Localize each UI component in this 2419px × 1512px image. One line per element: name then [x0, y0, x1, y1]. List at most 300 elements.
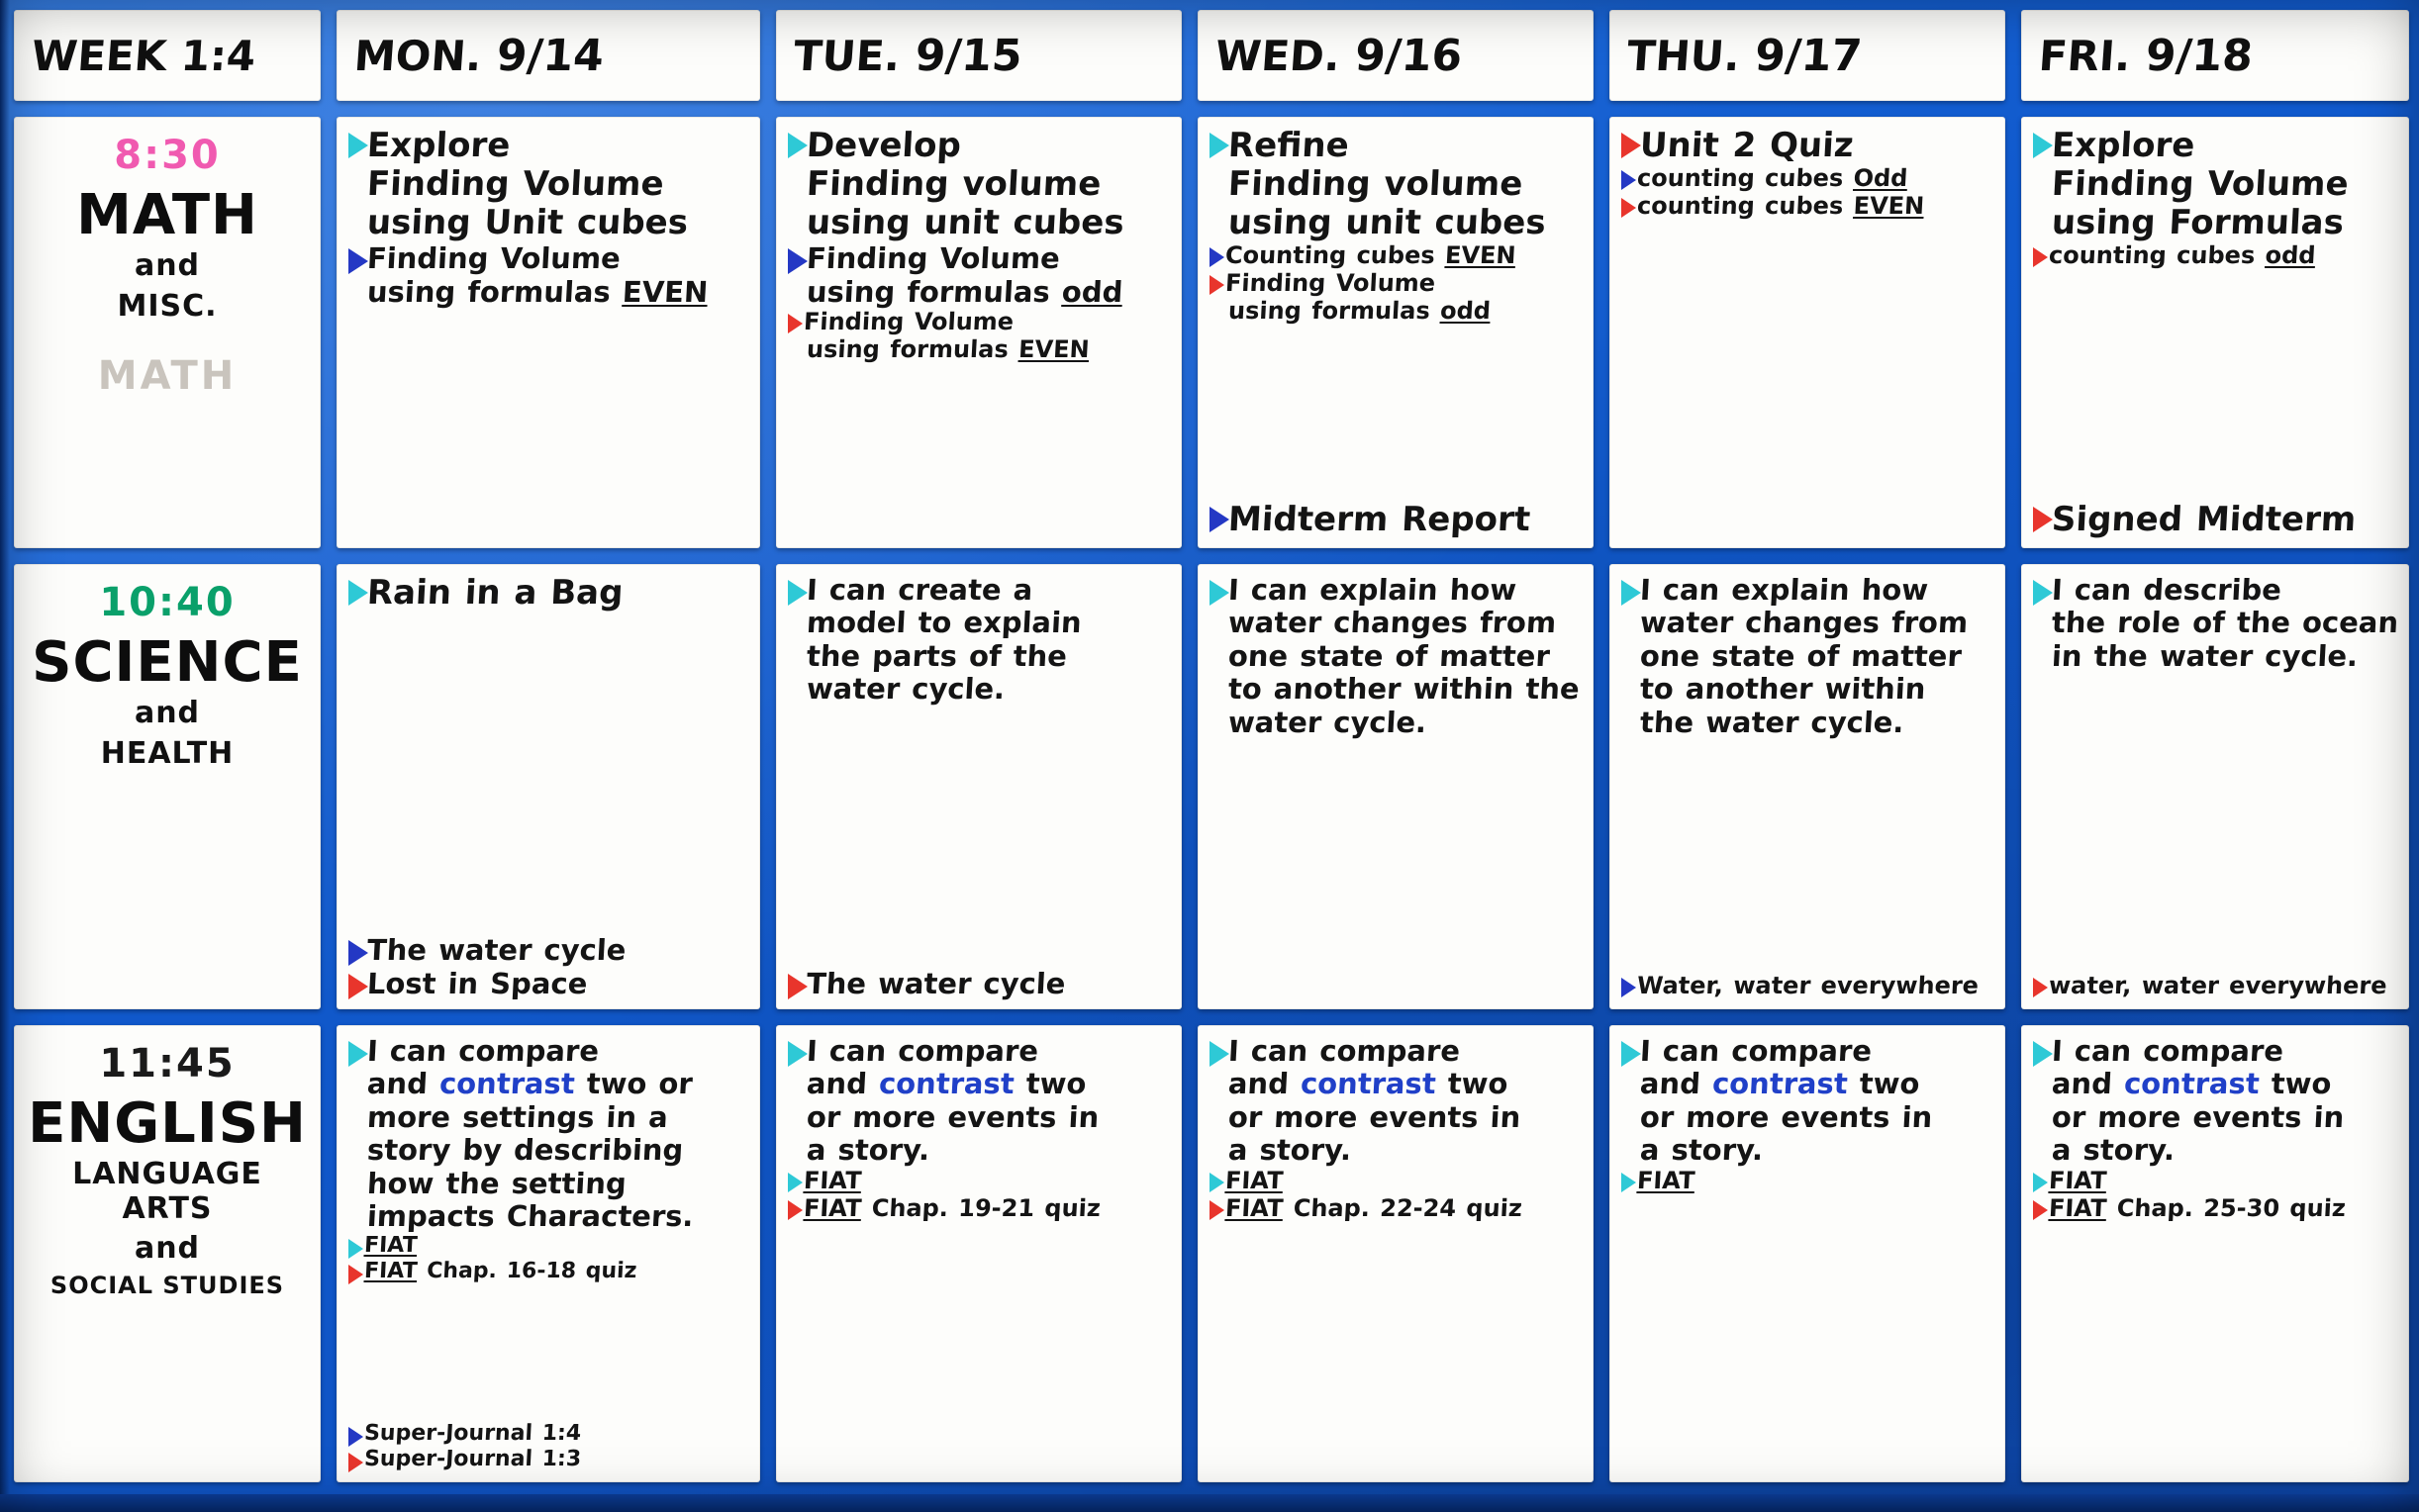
- lesson-line-text: a story.: [2051, 1133, 2177, 1168]
- flag-bullet-red-icon: [348, 1265, 358, 1284]
- lesson-line: [1621, 707, 1995, 738]
- lesson-line-text: I can create a: [806, 573, 1034, 607]
- lesson-line-text: Develop: [805, 126, 962, 165]
- lesson-cell: [1609, 1025, 2005, 1482]
- flag-bullet-red-icon: [788, 1200, 798, 1220]
- lesson-content: [776, 564, 1182, 1009]
- lesson-objectives: [2033, 1035, 2399, 1222]
- lesson-content: [1198, 117, 1594, 548]
- lesson-line: [348, 1200, 750, 1232]
- lesson-line-text: using formulas odd: [1227, 296, 1492, 325]
- lesson-objectives: [1621, 127, 1995, 220]
- flag-bullet-teal-icon: [348, 1239, 358, 1259]
- lesson-line-text: Finding Volume: [1224, 269, 1436, 298]
- lesson-line: [788, 1134, 1172, 1166]
- lesson-line: [788, 127, 1172, 164]
- lesson-spacer: [1621, 220, 1995, 538]
- lesson-content: [337, 117, 760, 548]
- lesson-line-text: Super-Journal 1:4: [363, 1421, 582, 1446]
- day-header-text: TUE. 9/15: [792, 30, 1024, 81]
- lesson-line-text: I can explain how: [1227, 573, 1517, 607]
- subject-cell-english: [14, 1025, 321, 1482]
- lesson-line-text: and contrast two or: [366, 1067, 694, 1101]
- flag-bullet-teal-icon: [2033, 1173, 2043, 1192]
- lesson-objectives: [348, 127, 750, 308]
- lesson-line-text: I can compare: [1227, 1034, 1461, 1068]
- lesson-line-text: Super-Journal 1:3: [363, 1447, 582, 1471]
- lesson-objectives: [1210, 127, 1584, 330]
- subject-cell-science: [14, 564, 321, 1009]
- flag-bullet-teal-icon: [788, 133, 801, 158]
- lesson-line: [788, 165, 1172, 203]
- lesson-line-text: Lost in Space: [366, 966, 589, 1000]
- flag-bullet-red-icon: [2033, 247, 2043, 267]
- lesson-spacer: [788, 1222, 1172, 1472]
- lesson-line-text: using Unit cubes: [365, 203, 690, 243]
- lesson-line: [348, 1234, 750, 1259]
- lesson-line-text: I can compare: [1639, 1034, 1873, 1068]
- lesson-line: [348, 1168, 750, 1199]
- lesson-line-text: water cycle.: [1227, 705, 1428, 739]
- lesson-line-text: Finding Volume: [2050, 164, 2350, 205]
- lesson-line: [348, 1068, 750, 1099]
- lesson-line-text: I can compare: [806, 1034, 1039, 1068]
- lesson-cell: [1198, 117, 1594, 548]
- flag-bullet-red-icon: [348, 974, 361, 999]
- lesson-line: [788, 276, 1172, 308]
- lesson-line-text: and contrast two: [2051, 1067, 2333, 1101]
- lesson-content: [1198, 564, 1594, 1009]
- lesson-spacer: [1210, 738, 1584, 999]
- lesson-line-text: or more events in: [2051, 1099, 2346, 1134]
- lesson-content: [2021, 1025, 2409, 1482]
- lesson-line-text: one state of matter: [1227, 638, 1551, 673]
- subject-title: SCIENCE: [32, 630, 303, 695]
- lesson-cell: [337, 117, 760, 548]
- lesson-content: [776, 117, 1182, 548]
- lesson-line-text: in the water cycle.: [2051, 638, 2360, 673]
- lesson-homework: [2033, 973, 2399, 999]
- week-label-cell: [14, 10, 321, 101]
- flag-bullet-teal-icon: [2033, 133, 2046, 158]
- lesson-line-text: using formulas EVEN: [366, 274, 710, 309]
- flag-bullet-teal-icon: [1621, 1173, 1631, 1192]
- lesson-objectives: [2033, 127, 2399, 269]
- flag-bullet-teal-icon: [348, 1041, 361, 1067]
- lesson-content: [2021, 117, 2409, 548]
- lesson-objectives: [1621, 574, 1995, 738]
- flag-bullet-teal-icon: [1621, 1041, 1634, 1067]
- lesson-line: [2033, 1101, 2399, 1133]
- lesson-line: [788, 1101, 1172, 1133]
- flag-bullet-red-icon: [2033, 1200, 2043, 1220]
- lesson-line: [2033, 1195, 2399, 1222]
- lesson-line: [788, 204, 1172, 241]
- lesson-line-text: one state of matter: [1639, 638, 1963, 673]
- lesson-cell: [2021, 117, 2409, 548]
- subject-title: MATH: [76, 183, 258, 247]
- lesson-line-text: Finding Volume: [365, 164, 665, 205]
- lesson-line-text: Explore: [365, 126, 512, 165]
- lesson-line-text: water, water everywhere: [2048, 972, 2388, 1000]
- subject-time: 10:40: [99, 580, 236, 625]
- lesson-line: [1210, 242, 1584, 269]
- flag-bullet-teal-icon: [788, 580, 801, 606]
- lesson-line-text: FIAT: [803, 1166, 863, 1194]
- board-edge-right: [2405, 0, 2419, 1512]
- lesson-spacer: [1621, 1194, 1995, 1472]
- lesson-line: [1621, 127, 1995, 164]
- flag-bullet-red-icon: [788, 974, 801, 999]
- lesson-line: [1621, 1035, 1995, 1067]
- lesson-line: [1621, 673, 1995, 705]
- lesson-line-text: water changes from: [1639, 606, 1970, 640]
- lesson-spacer: [1210, 1222, 1584, 1472]
- lesson-line-text: I can compare: [2051, 1034, 2284, 1068]
- lesson-line: [788, 968, 1172, 999]
- lesson-line: [348, 968, 750, 999]
- lesson-line-text: counting cubes odd: [2048, 241, 2317, 270]
- lesson-line-text: using Formulas: [2050, 203, 2345, 243]
- subject-subtitle: MISC.: [117, 288, 218, 324]
- lesson-line: [2033, 640, 2399, 672]
- lesson-line: [1621, 193, 1995, 220]
- lesson-line-text: Counting cubes EVEN: [1224, 241, 1517, 270]
- lesson-spacer: [1210, 330, 1584, 501]
- day-header-text: THU. 9/17: [1625, 30, 1864, 81]
- lesson-spacer: [2033, 269, 2399, 501]
- lesson-line: [348, 127, 750, 164]
- lesson-line-text: the water cycle.: [1639, 705, 1905, 739]
- subject-subtitle: and: [134, 248, 201, 283]
- lesson-line: [2033, 1168, 2399, 1194]
- lesson-homework: [1621, 973, 1995, 999]
- lesson-line-text: FIAT Chap. 16-18 quiz: [363, 1258, 638, 1283]
- lesson-line-text: and contrast two: [806, 1067, 1088, 1101]
- flag-bullet-blue-icon: [348, 248, 361, 274]
- lesson-line: [2033, 574, 2399, 606]
- lesson-line: [788, 607, 1172, 638]
- lesson-line: [788, 640, 1172, 672]
- lesson-line: [1621, 574, 1995, 606]
- lesson-line-text: FIAT: [1636, 1166, 1696, 1194]
- lesson-line: [1210, 127, 1584, 164]
- day-header-date: 9/14: [479, 30, 606, 81]
- lesson-line-text: a story.: [1639, 1133, 1765, 1168]
- lesson-line: [348, 1134, 750, 1166]
- lesson-line-text: FIAT: [1224, 1166, 1285, 1194]
- lesson-objectives: [1210, 574, 1584, 738]
- lesson-line-text: The water cycle: [366, 933, 628, 968]
- lesson-line: [2033, 1068, 2399, 1099]
- lesson-line-text: Water, water everywhere: [1636, 972, 1980, 1000]
- flag-bullet-red-icon: [1210, 275, 1219, 295]
- flag-bullet-red-icon: [1621, 133, 1634, 158]
- week-label: WEEK 1:4: [30, 31, 257, 80]
- lesson-homework: [788, 968, 1172, 999]
- day-header-date: 9/17: [1738, 30, 1864, 81]
- lesson-homework: [2033, 501, 2399, 538]
- flag-bullet-teal-icon: [1210, 1173, 1219, 1192]
- subject-subtitle: HEALTH: [100, 735, 235, 771]
- lesson-line-text: Explore: [2050, 126, 2196, 165]
- subject-subtitle: and: [134, 696, 201, 730]
- lesson-line-text: the parts of the: [806, 638, 1068, 673]
- lesson-line-text: water cycle.: [806, 672, 1007, 707]
- lesson-line-text: more settings in a: [366, 1099, 669, 1134]
- lesson-line-text: FIAT Chap. 19-21 quiz: [803, 1193, 1102, 1222]
- flag-bullet-teal-icon: [1621, 580, 1634, 606]
- lesson-cell: [1198, 1025, 1594, 1482]
- lesson-line: [1210, 1195, 1584, 1222]
- flag-bullet-blue-icon: [1210, 247, 1219, 267]
- flag-bullet-teal-icon: [1210, 133, 1222, 158]
- lesson-line-text: I can compare: [366, 1034, 600, 1068]
- lesson-objectives: [2033, 574, 2399, 672]
- lesson-line-text: and contrast two: [1227, 1067, 1509, 1101]
- lesson-line-text: story by describing: [366, 1133, 685, 1168]
- lesson-line: [1621, 607, 1995, 638]
- lesson-line: [1210, 298, 1584, 330]
- lesson-line: [348, 242, 750, 274]
- board-edge-left: [0, 0, 10, 1512]
- lesson-objectives: [1210, 1035, 1584, 1222]
- lesson-line: [1210, 707, 1584, 738]
- lesson-line: [1210, 574, 1584, 606]
- lesson-cell: [337, 1025, 760, 1482]
- lesson-line: [1621, 640, 1995, 672]
- lesson-line: [348, 1101, 750, 1133]
- lesson-line: [1210, 1035, 1584, 1067]
- lesson-line-text: to another within: [1639, 672, 1927, 707]
- lesson-line: [1621, 165, 1995, 192]
- lesson-content: [1609, 117, 2005, 548]
- lesson-line: [2033, 242, 2399, 269]
- lesson-line: [348, 1448, 750, 1472]
- lesson-line: [1210, 1168, 1584, 1194]
- lesson-line-text: FIAT Chap. 25-30 quiz: [2048, 1193, 2347, 1222]
- lesson-line: [788, 1035, 1172, 1067]
- lesson-line-text: Signed Midterm: [2050, 499, 2358, 539]
- lesson-objectives: [1621, 1035, 1995, 1194]
- flag-bullet-blue-icon: [348, 1427, 358, 1447]
- lesson-line: [348, 1422, 750, 1447]
- lesson-line-text: a story.: [806, 1133, 931, 1168]
- flag-bullet-blue-icon: [1621, 978, 1631, 997]
- flag-bullet-blue-icon: [348, 940, 361, 966]
- day-header-date: 9/16: [1338, 30, 1464, 81]
- lesson-cell: [1198, 564, 1594, 1009]
- flag-bullet-red-icon: [2033, 507, 2046, 532]
- lesson-line: [2033, 973, 2399, 999]
- lesson-line-text: or more events in: [806, 1099, 1101, 1134]
- lesson-objectives: [788, 127, 1172, 368]
- lesson-line-text: I can describe: [2051, 573, 2282, 607]
- lesson-line-text: how the setting: [366, 1166, 628, 1200]
- day-header-text: MON. 9/14: [352, 30, 606, 81]
- lesson-cell: [337, 564, 760, 1009]
- lesson-line: [1210, 1101, 1584, 1133]
- lesson-objectives: [788, 574, 1172, 706]
- lesson-line: [1210, 165, 1584, 203]
- day-header-text: WED. 9/16: [1213, 30, 1464, 81]
- lesson-cell: [2021, 1025, 2409, 1482]
- lesson-line: [2033, 1035, 2399, 1067]
- lesson-line-text: or more events in: [1639, 1099, 1934, 1134]
- flag-bullet-teal-icon: [2033, 1041, 2046, 1067]
- subject-subtitle: LANGUAGE ARTS: [72, 1157, 262, 1226]
- lesson-spacer: [348, 308, 750, 538]
- lesson-line: [1210, 1068, 1584, 1099]
- lesson-spacer: [788, 706, 1172, 968]
- lesson-objectives: [348, 574, 750, 612]
- flag-bullet-teal-icon: [1210, 580, 1222, 606]
- lesson-line-text: Finding Volume: [806, 241, 1061, 276]
- lesson-line: [2033, 1134, 2399, 1166]
- lesson-line: [348, 165, 750, 203]
- lesson-line-text: Finding volume: [805, 164, 1103, 205]
- lesson-cell: [776, 117, 1182, 548]
- lesson-cell: [1609, 117, 2005, 548]
- lesson-line: [1621, 1168, 1995, 1194]
- lesson-objectives: [788, 1035, 1172, 1222]
- lesson-line: [348, 204, 750, 241]
- lesson-line-text: using unit cubes: [1226, 203, 1547, 243]
- lesson-line-text: using formulas EVEN: [806, 335, 1091, 364]
- flag-bullet-teal-icon: [1210, 1041, 1222, 1067]
- lesson-line-text: using unit cubes: [805, 203, 1125, 243]
- lesson-line: [1210, 640, 1584, 672]
- lesson-content: [337, 564, 760, 1009]
- lesson-objectives: [348, 1035, 750, 1284]
- lesson-spacer: [348, 612, 750, 934]
- lesson-line: [1621, 1101, 1995, 1133]
- lesson-line-text: the role of the ocean: [2051, 606, 2400, 640]
- lesson-line: [788, 1168, 1172, 1194]
- subject-title: ENGLISH: [28, 1091, 307, 1156]
- lesson-line: [348, 276, 750, 308]
- day-header-text: FRI. 9/18: [2037, 30, 2255, 81]
- lesson-content: [1198, 1025, 1594, 1482]
- lesson-line-text: I can explain how: [1639, 573, 1929, 607]
- subject-erased-text: MATH: [97, 353, 238, 399]
- lesson-line-text: model to explain: [806, 606, 1083, 640]
- subject-subtitle: SOCIAL STUDIES: [49, 1271, 285, 1299]
- lesson-line-text: counting cubes EVEN: [1636, 191, 1925, 220]
- lesson-homework: [348, 934, 750, 999]
- lesson-line-text: Refine: [1226, 126, 1350, 165]
- lesson-line-text: Midterm Report: [1226, 499, 1532, 539]
- flag-bullet-teal-icon: [348, 133, 361, 158]
- flag-bullet-red-icon: [2033, 978, 2043, 997]
- lesson-line-text: and contrast two: [1639, 1067, 1921, 1101]
- day-header-tue: [776, 10, 1182, 101]
- lesson-line: [788, 309, 1172, 335]
- lesson-content: [776, 1025, 1182, 1482]
- lesson-line-text: FIAT: [363, 1232, 419, 1258]
- day-header-fri: [2021, 10, 2409, 101]
- flag-bullet-red-icon: [348, 1453, 358, 1472]
- board-edge-bottom: [0, 1494, 2419, 1512]
- subject-subtitle: and: [134, 1231, 201, 1266]
- lesson-line-text: Finding Volume: [366, 241, 622, 276]
- day-header-date: 9/18: [2128, 30, 2255, 81]
- lesson-line: [2033, 204, 2399, 241]
- lesson-line-text: counting cubes Odd: [1636, 164, 1909, 193]
- lesson-line-text: using formulas odd: [806, 274, 1124, 309]
- lesson-line-text: Finding Volume: [803, 308, 1015, 336]
- lesson-line: [348, 574, 750, 612]
- lesson-content: [337, 1025, 760, 1482]
- lesson-spacer: [788, 368, 1172, 538]
- flag-bullet-blue-icon: [1210, 507, 1222, 532]
- lesson-line: [788, 1068, 1172, 1099]
- flag-bullet-teal-icon: [348, 580, 361, 606]
- lesson-line: [788, 1195, 1172, 1222]
- lesson-cell: [776, 1025, 1182, 1482]
- lesson-line: [788, 673, 1172, 705]
- day-header-wed: [1198, 10, 1594, 101]
- lesson-spacer: [348, 1284, 750, 1422]
- lesson-line: [348, 1260, 750, 1284]
- subject-time: 8:30: [114, 133, 221, 178]
- lesson-line-text: a story.: [1227, 1133, 1353, 1168]
- lesson-line: [348, 934, 750, 966]
- lesson-line: [1210, 1134, 1584, 1166]
- day-header-date: 9/15: [898, 30, 1024, 81]
- flag-bullet-teal-icon: [788, 1173, 798, 1192]
- lesson-line-text: FIAT Chap. 22-24 quiz: [1224, 1193, 1523, 1222]
- lesson-line: [1210, 607, 1584, 638]
- lesson-content: [1609, 1025, 2005, 1482]
- lesson-line: [2033, 607, 2399, 638]
- lesson-spacer: [2033, 672, 2399, 973]
- lesson-line: [1210, 270, 1584, 297]
- lesson-cell: [1609, 564, 2005, 1009]
- lesson-line: [348, 1035, 750, 1067]
- lesson-line-text: Unit 2 Quiz: [1638, 126, 1855, 165]
- lesson-line: [1210, 204, 1584, 241]
- lesson-line: [788, 336, 1172, 368]
- lesson-line-text: The water cycle: [806, 966, 1067, 1000]
- flag-bullet-teal-icon: [2033, 580, 2046, 606]
- lesson-line-text: Rain in a Bag: [365, 573, 625, 613]
- lesson-spacer: [1621, 738, 1995, 973]
- flag-bullet-red-icon: [1210, 1200, 1219, 1220]
- lesson-spacer: [2033, 1222, 2399, 1472]
- flag-bullet-red-icon: [1621, 198, 1631, 218]
- lesson-content: [1609, 564, 2005, 1009]
- lesson-line-text: water changes from: [1227, 606, 1558, 640]
- lesson-line-text: impacts Characters.: [366, 1199, 695, 1234]
- lesson-line-text: FIAT: [2048, 1166, 2108, 1194]
- lesson-line-text: Finding volume: [1226, 164, 1524, 205]
- flag-bullet-blue-icon: [1621, 170, 1631, 190]
- flag-bullet-blue-icon: [788, 248, 801, 274]
- lesson-line: [2033, 501, 2399, 538]
- subject-cell-math: [14, 117, 321, 548]
- lesson-line: [788, 242, 1172, 274]
- flag-bullet-red-icon: [788, 314, 798, 333]
- lesson-line: [2033, 127, 2399, 164]
- lesson-cell: [776, 564, 1182, 1009]
- day-header-mon: [337, 10, 760, 101]
- schedule-grid: [14, 10, 2399, 1494]
- flag-bullet-teal-icon: [788, 1041, 801, 1067]
- lesson-line: [1621, 973, 1995, 999]
- lesson-line: [1621, 1068, 1995, 1099]
- lesson-line: [1210, 673, 1584, 705]
